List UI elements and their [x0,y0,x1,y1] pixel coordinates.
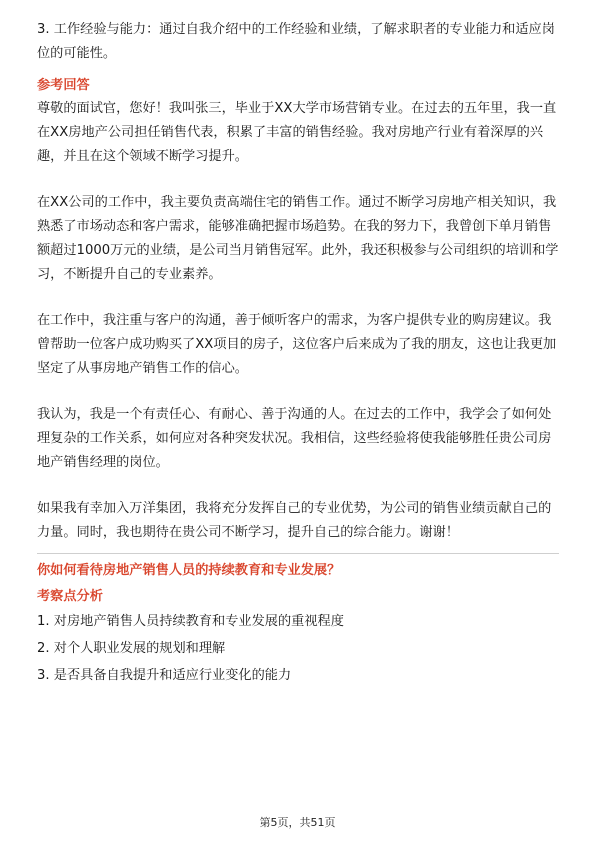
question-title: 你如何看待房地产销售人员的持续教育和专业发展？ [37,563,341,578]
answer-paragraph-3: 在工作中，我注重与客户的沟通，善于倾听客户的需求，为客户提供专业的购房建议。我曾帮助一位客户成功购买了XX项目的房子，这位客户后来成为了我的朋友，这也让我更加坚定了从事房地产销售工作的信心。 [37,313,557,376]
analysis-point-3: 3. 工作经验与能力：通过自我介绍中的工作经验和业绩，了解求职者的专业能力和适应岗位的可能性。 [37,22,555,61]
analysis-point-item: 3. 是否具备自我提升和适应行业变化的能力 [37,668,292,683]
answer-paragraph-4: 我认为，我是一个有责任心、有耐心、善于沟通的人。在过去的工作中，我学会了如何处理复杂的工作关系，如何应对各种突发状况。我相信，这些经验将使我能够胜任贵公司房地产销售经理的岗位。 [37,407,552,470]
analysis-point-item: 1. 对房地产销售人员持续教育和专业发展的重视程度 [37,614,344,629]
reference-answer-heading: 参考回答 [37,78,90,93]
analysis-point-item: 2. 对个人职业发展的规划和理解 [37,641,226,656]
analysis-heading: 考察点分析 [37,589,103,604]
section-divider [37,553,559,554]
page-number: 第5页，共51页 [259,816,336,829]
answer-paragraph-5: 如果我有幸加入万洋集团，我将充分发挥自己的专业优势，为公司的销售业绩贡献自己的力量。同时，我也期待在贵公司不断学习，提升自己的综合能力。谢谢！ [37,501,552,540]
answer-paragraph-2: 在XX公司的工作中，我主要负责高端住宅的销售工作。通过不断学习房地产相关知识，我熟悉了市场动态和客户需求，能够准确把握市场趋势。在我的努力下，我曾创下单月销售额超过1000万元的业绩，是公司当月销售冠军。此外，我还积极参与公司组织的培训和学习，不断提升自己的专业素养。 [37,195,559,282]
answer-paragraph-1: 尊敬的面试官，您好！我叫张三，毕业于XX大学市场营销专业。在过去的五年里，我一直在XX房地产公司担任销售代表，积累了丰富的销售经验。我对房地产行业有着深厚的兴趣，并且在这个领域不断学习提升。 [37,101,557,164]
document-page [37,18,559,689]
